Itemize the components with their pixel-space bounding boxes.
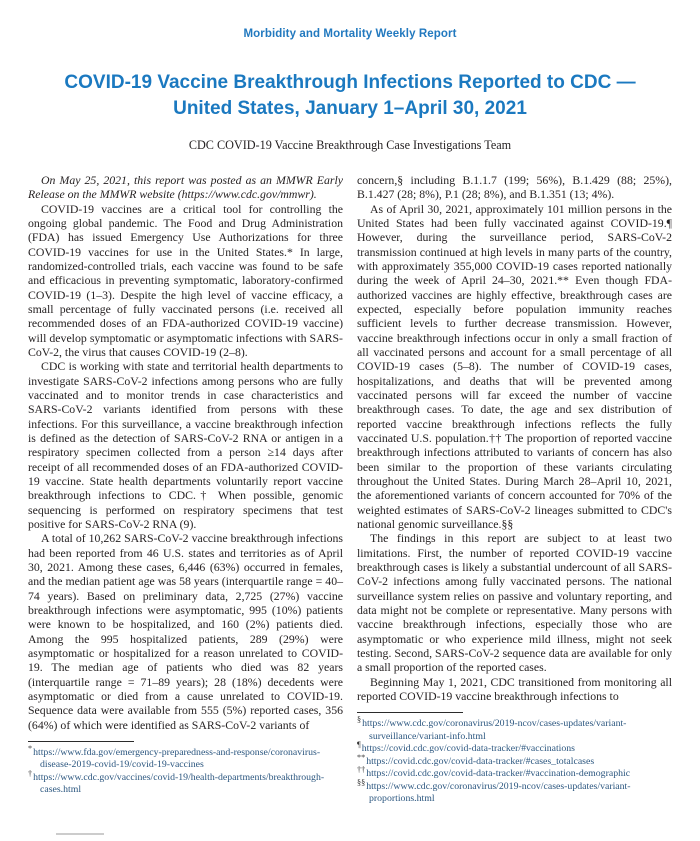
paragraph-cdc-surveillance: CDC is working with state and territorial health departments to investigate SARS-CoV-2 infections among persons who are fully vaccinated and to monitor trends in case characteristics and SARS-CoV-2 variants identified from persons with these infections. For this surveillance, a vaccine breakthrough infection is defined as the detection of SARS-CoV-2 RNA or antigen in a respiratory specimen collected from a person ≥14 days after receipt of all recommended doses of an FDA-authorized COVID-19 vaccine. State health departments voluntarily report vaccine breakthrough infections to CDC.† When possible, genomic sequencing is performed on respiratory specimens that test positive for SARS-CoV-2 RNA (9). [28,359,343,531]
paragraph-early-release-note: On May 25, 2021, this report was posted as an MMWR Early Release on the MMWR website (https://www.cdc.gov/mmwr). [28,173,343,202]
footnote-vaccination-demographic [357,765,672,781]
page-footer-remnant [56,833,104,835]
article-title-line1: COVID-19 Vaccine Breakthrough Infections Reported to CDC — [64,72,636,93]
footnote-marker: * [28,743,33,753]
footnote-link[interactable]: https://www.cdc.gov/vaccines/covid-19/health-departments/breakthrough-cases.html [33,771,325,796]
left-footnotes [28,741,343,797]
footnote-marker: † [28,768,33,778]
footnote-marker: § [357,714,362,724]
footnote-marker: ** [357,752,366,762]
footnote-marker: ¶ [357,739,361,749]
article-title-line2: United States, January 1–April 30, 2021 [173,98,527,120]
footnote-link[interactable]: https://covid.cdc.gov/covid-data-tracker/#vaccination-demographic [366,768,631,780]
footnote-divider [28,741,134,742]
byline: CDC COVID-19 Vaccine Breakthrough Case Investigations Team [188,138,512,153]
journal-header: Morbidity and Mortality Weekly Report [243,28,457,40]
footnote-divider [357,712,463,713]
paragraph-variants-of-concern: concern,§ including B.1.1.7 (199; 56%), B.1.429 (88; 25%), B.1.427 (28; 8%), P.1 (28; 8%), and B.1.351 (13; 4%). [357,173,672,202]
footnote-link[interactable]: https://www.fda.gov/emergency-preparedness-and-response/coronavirus-disease-2019-covid-19/covid-19-vaccines [33,746,321,771]
footnote-fda-vaccines [28,743,343,772]
footnote-link[interactable]: https://covid.cdc.gov/covid-data-tracker/#cases_totalcases [366,755,595,767]
two-column-body [28,173,672,806]
paragraph-transition-may: Beginning May 1, 2021, CDC transitioned from monitoring all reported COVID-19 vaccine breakthrough infections to [357,674,672,703]
footnote-variant-info [357,714,672,743]
footnote-variant-proportions [357,777,672,806]
footnote-vaccinations-tracker [357,739,672,756]
paragraph-case-totals: A total of 10,262 SARS-CoV-2 vaccine breakthrough infections had been reported from 46 U.S. states and territories as of April 30, 2021. Among these cases, 6,446 (63%) occurred in females, and the median patient age was 58 years (interquartile range = 40–74 years). Based on preliminary data, 2,725 (27%) vaccine breakthrough infections were asymptomatic, 995 (10%) patients were known to be hospitalized, and 160 (2%) patients died. Among the 995 hospitalized patients, 289 (29%) were asymptomatic or hospitalized for a reason unrelated to COVID-19. The median age of patients who died was 82 years (interquartile range = 71–89 years); 28 (18%) decedents were asymptomatic or died from a cause unrelated to COVID-19. Sequence data were available from 555 (5%) reported cases, 356 (64%) of which were identified as SARS-CoV-2 variants of [28,531,343,732]
footnote-total-cases-tracker [357,752,672,769]
paragraph-limitations: The findings in this report are subject to at least two limitations. First, the number of reported COVID-19 vaccine breakthrough cases is likely a substantial undercount of all SARS-CoV-2 infections among fully vaccinated persons. The national surveillance system relies on passive and voluntary reporting, and data might not be complete or representative. Many persons with vaccine breakthrough infections, especially those who are asymptomatic or who experience mild illness, might not seek testing. Second, SARS-CoV-2 sequence data are available for only a small proportion of the reported cases. [357,531,672,675]
article-title [28,70,672,122]
footnote-link[interactable]: https://www.cdc.gov/coronavirus/2019-ncov/cases-updates/variant-proportions.html [366,780,631,805]
footnote-link[interactable]: https://www.cdc.gov/coronavirus/2019-ncov/cases-updates/variant-surveillance/variant-info.html [362,718,627,742]
right-column [357,173,672,806]
paragraph-vaccination-context: As of April 30, 2021, approximately 101 million persons in the United States had been fully vaccinated against COVID-19.¶ However, during the surveillance period, SARS-CoV-2 transmission continued at high levels in many parts of the country, with approximately 355,000 COVID-19 cases reported nationally during the week of April 24–30, 2021.** Even though FDA-authorized vaccines are highly effective, breakthrough cases are expected, especially before population immunity reaches sufficient levels to further decrease transmission. However, vaccine breakthrough infections occur in only a small fraction of all vaccinated persons and account for a small percentage of all COVID-19 cases (5–8). The number of COVID-19 cases, hospitalizations, and deaths that will be prevented among vaccinated persons will far exceed the number of vaccine breakthrough cases. To date, the age and sex distribution of reported vaccine breakthrough infections reflects the fully vaccinated U.S. population.†† The proportion of reported vaccine breakthrough infections attributed to variants of concern has also been similar to the proportion of these variants circulating throughout the United States. During March 28–April 10, 2021, the aforementioned variants of concern accounted for 70% of the weighted estimates of SARS-CoV-2 lineages submitted to CDC's national genomic surveillance.§§ [357,201,672,531]
footnote-marker: †† [357,765,366,775]
footnote-link[interactable]: https://covid.cdc.gov/covid-data-tracker/#vaccinations [361,743,575,755]
right-footnotes [357,712,672,806]
left-column [28,173,343,806]
footnote-breakthrough-cases [28,768,343,797]
footnote-marker: §§ [357,777,366,787]
paragraph-vaccines-intro: COVID-19 vaccines are a critical tool for controlling the ongoing global pandemic. The Food and Drug Administration (FDA) has issued Emergency Use Authorizations for three COVID-19 vaccines for use in the United States.* In large, randomized-controlled trials, each vaccine was found to be safe and efficacious in preventing symptomatic, laboratory-confirmed COVID-19 (1–3). Despite the high level of vaccine efficacy, a small percentage of fully vaccinated persons (i.e. received all recommended doses of an FDA-authorized COVID-19 vaccine) will develop symptomatic or asymptomatic infections with SARS-CoV-2, the virus that causes COVID-19 (2–8). [28,201,343,359]
